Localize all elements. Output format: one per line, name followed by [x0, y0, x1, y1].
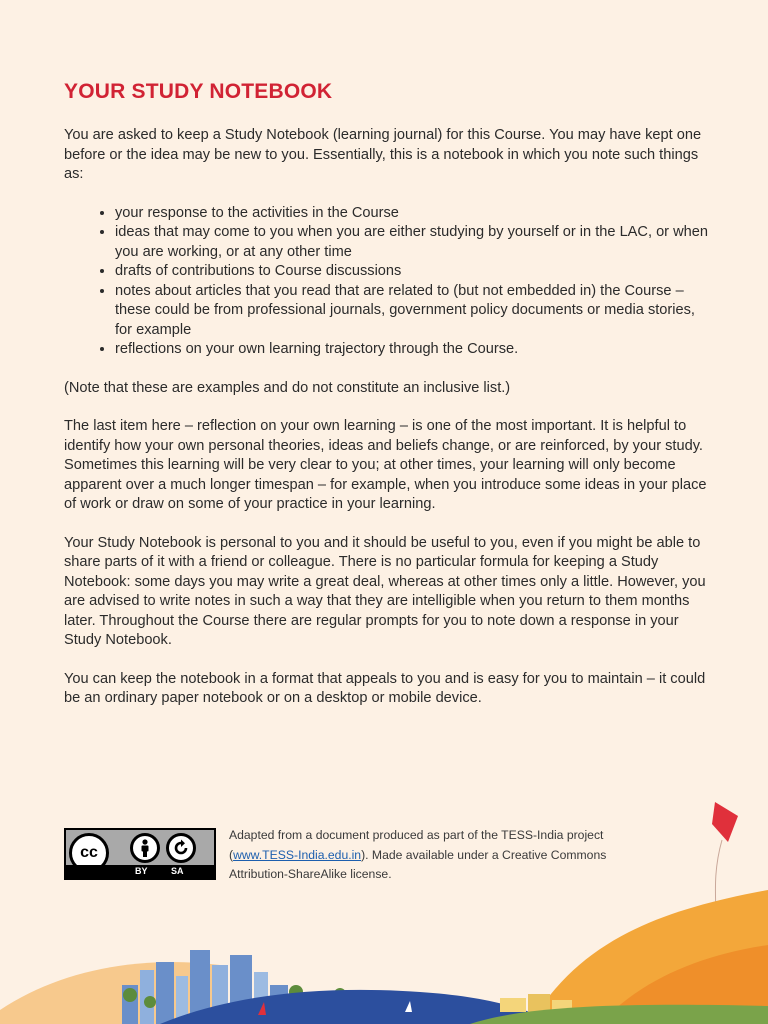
format-paragraph: You can keep the notebook in a format that appeals to you and is easy for you to maintain – it could be an ordinary paper notebook or on a desktop or mobile device.: [64, 670, 706, 706]
license-text: [229, 826, 659, 885]
page-title: YOUR STUDY NOTEBOOK: [64, 80, 333, 103]
share-alike-icon: [166, 833, 196, 863]
cc-by-label: BY: [135, 866, 148, 876]
license-text-before: Adapted from a document produced as part of the TESS-India project (: [229, 828, 604, 862]
city-skyline-illustration: [0, 780, 768, 1024]
cc-strip: [66, 865, 214, 878]
list-item: • reflections on your own learning trajectory through the Course.: [115, 340, 709, 360]
cc-by-sa-badge: [64, 828, 216, 880]
note-paragraph: (Note that these are examples and do not constitute an inclusive list.): [64, 379, 511, 396]
tess-india-link[interactable]: www.TESS-India.edu.in: [233, 847, 362, 862]
kite-icon: [712, 802, 738, 842]
reflection-paragraph: The last item here – reflection on your own learning – is one of the most important. It is helpful to identify how your own personal theories, ideas and beliefs change, or are reinforced, by your study. Sometimes this learning will be very clear to you; at other times, your learning will only become apparent over a much longer timespan – for example, when you introduce some ideas in your place of work or draw on some of your practice in your learning.: [64, 418, 707, 512]
attribution-icon: [130, 833, 160, 863]
license-text-after: ). Made available under a Creative Commons Attribution-ShareAlike license.: [229, 847, 607, 881]
list-item: • drafts of contributions to Course discussions: [115, 262, 709, 282]
list-item: • your response to the activities in the Course: [115, 204, 709, 224]
personal-paragraph: Your Study Notebook is personal to you and it should be useful to you, even if you might be able to share parts of it with a friend or colleague. There is no particular formula for keeping a Study Notebook: some days you may write a great deal, whereas at other times only a little. However, you are advised to write notes in such a way that they are intelligible when you return to them months later. Throughout the Course there are regular prompts for you to note down a response in your Study Notebook.: [64, 534, 706, 648]
cc-sa-label: SA: [171, 866, 184, 876]
bullet-list: [64, 204, 709, 360]
intro-paragraph: You are asked to keep a Study Notebook (learning journal) for this Course. You may have kept one before or the idea may be new to you. Essentially, this is a notebook in which you note such things as:: [64, 127, 702, 182]
cc-logo-icon: cc: [69, 833, 109, 873]
document-body: [64, 80, 709, 728]
list-item: • notes about articles that you read that are related to (but not embedded in) the Course – these could be from professional journals, government policy documents or media stories, for example: [115, 282, 709, 341]
list-item: • ideas that may come to you when you are either studying by yourself or in the LAC, or when you are working, or at any other time: [115, 223, 709, 262]
